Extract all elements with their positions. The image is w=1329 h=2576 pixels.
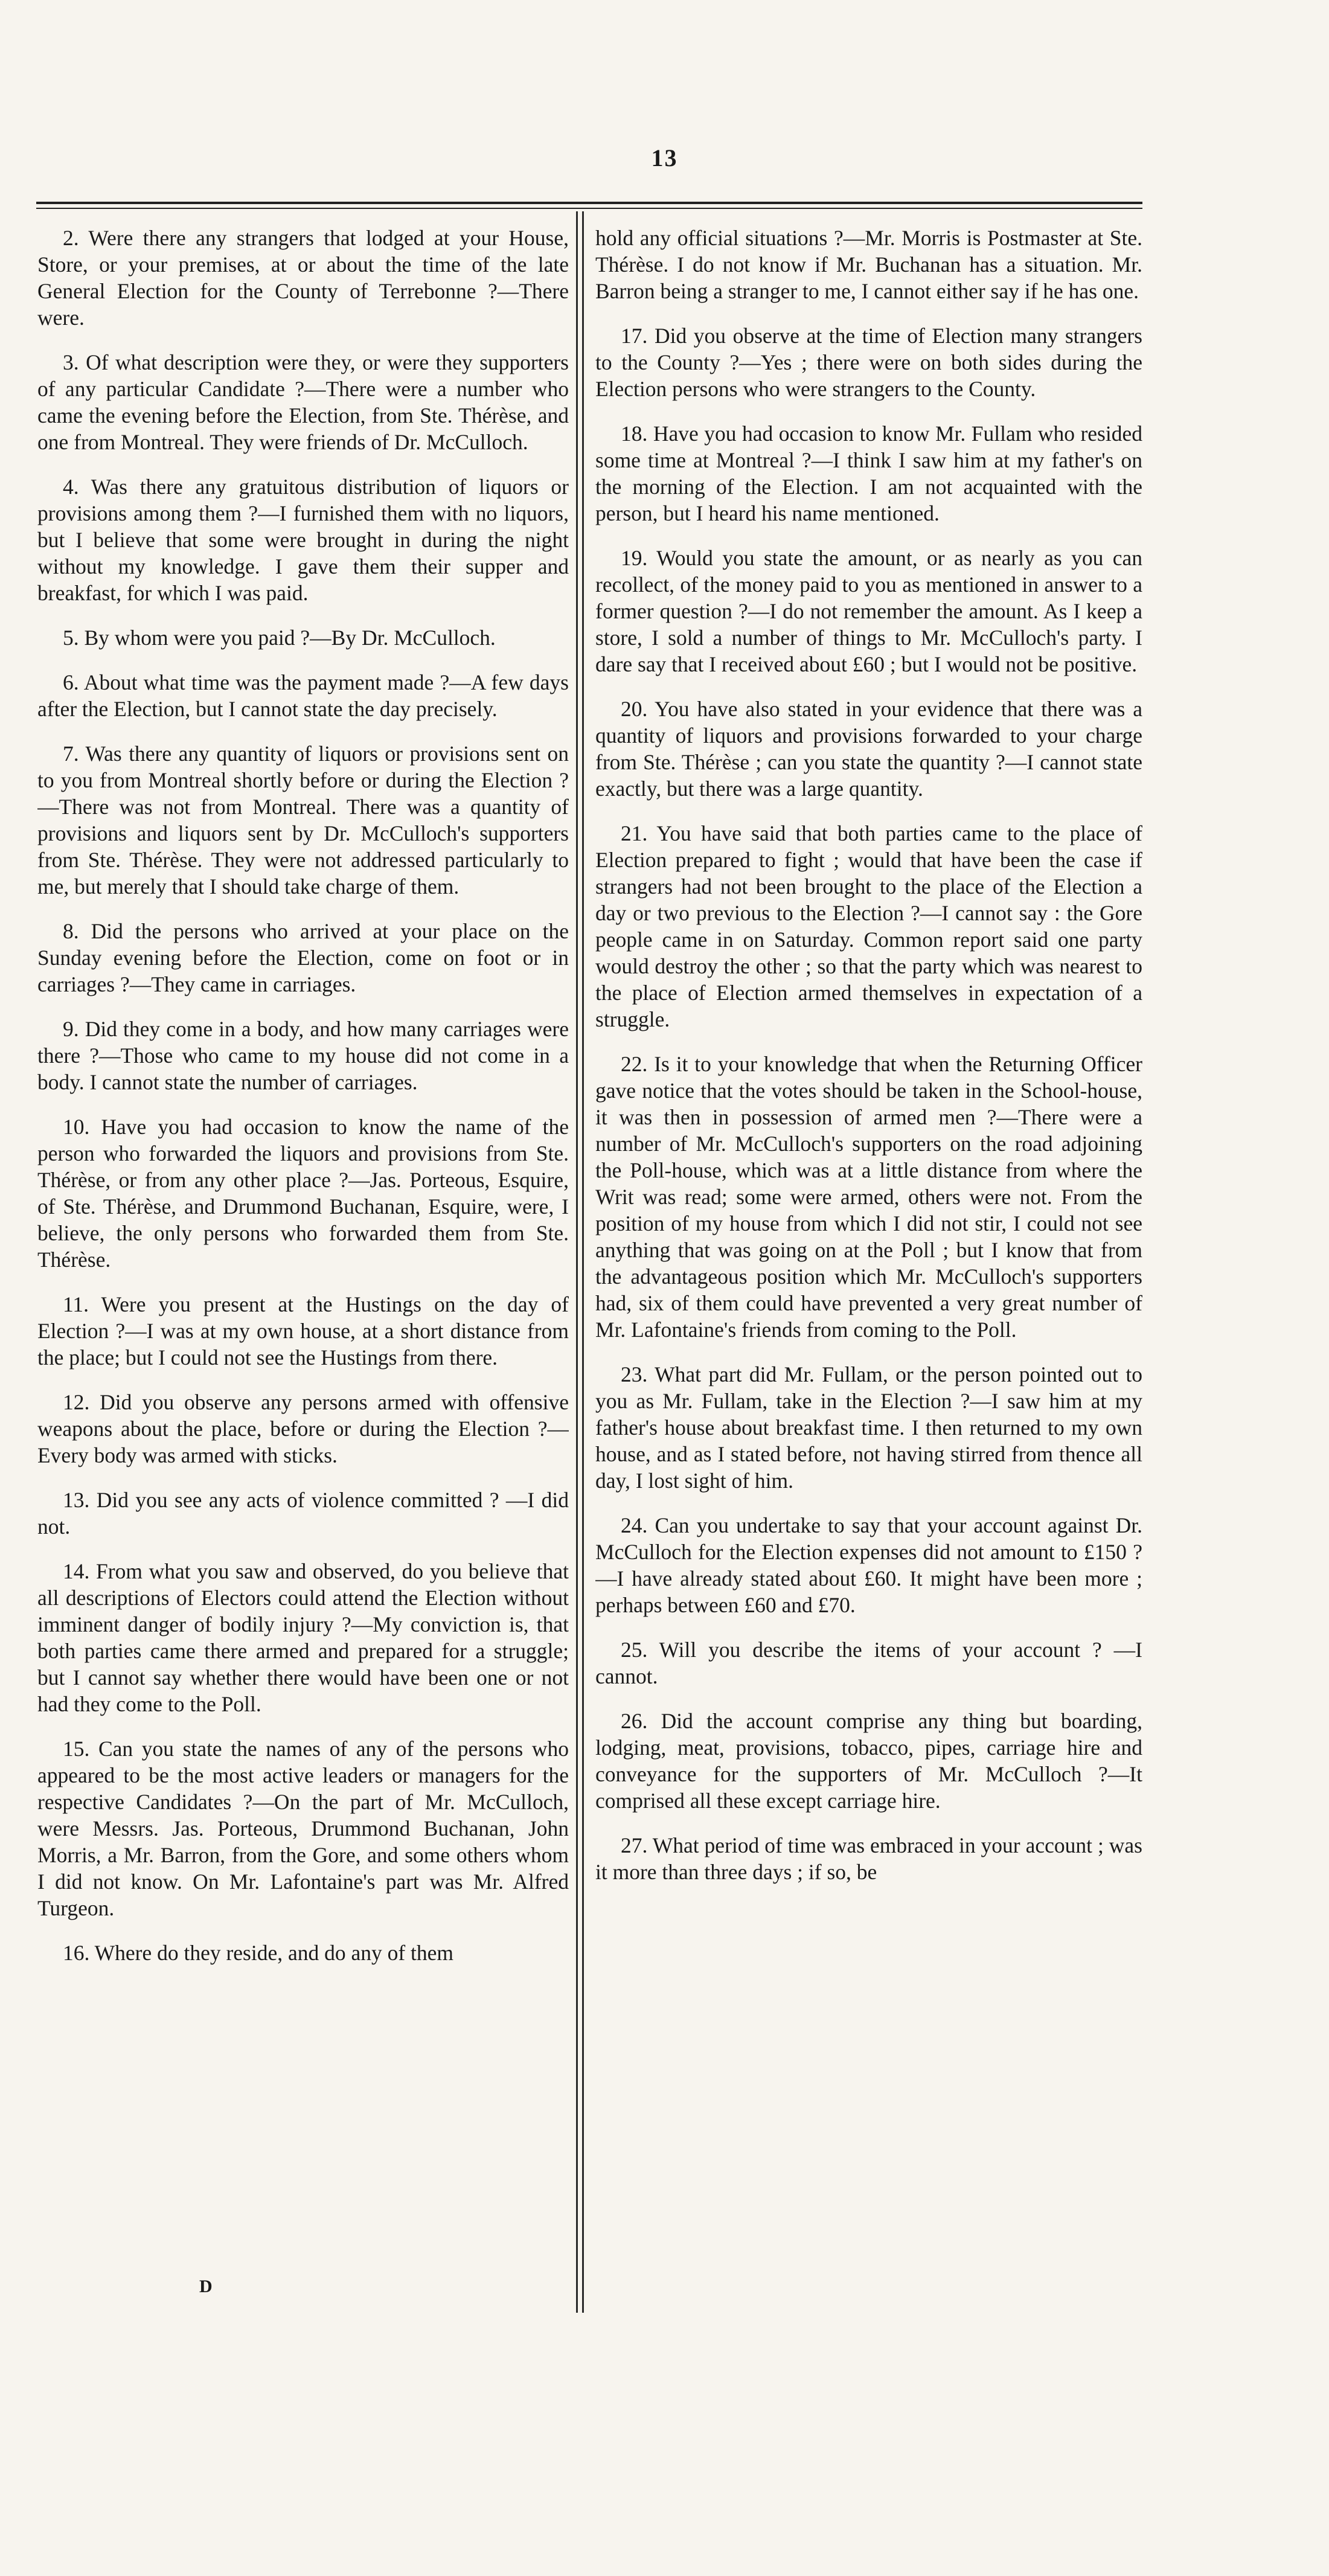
printer-signature-mark: D	[199, 2276, 213, 2296]
question-17: 17. Did you observe at the time of Election many strangers to the County ?—Yes ; there were on both sides during the Election persons who were strangers to the County.	[595, 324, 1142, 401]
question-12: 12. Did you observe any persons armed with offensive weapons about the place, before or during the Election ?—Every body was armed with sticks.	[37, 1390, 569, 1467]
question-20: 20. You have also stated in your evidence that there was a quantity of liquors and provisions forwarded to your charge from Ste. Thérèse ; can you state the quantity ?—I cannot state exactly, but there was a large quantity.	[595, 697, 1142, 801]
question-15: 15. Can you state the names of any of the persons who appeared to be the most active leaders or managers for the respective Candidates ?—On the part of Mr. McCulloch, were Messrs. Jas. Porteous, Drummond Buchanan, John Morris, a Mr. Barron, from the Gore, and some others whom I did not know. On Mr. Lafontaine's part was Mr. Alfred Turgeon.	[37, 1737, 569, 1920]
question-13: 13. Did you see any acts of violence committed ? —I did not.	[37, 1488, 569, 1539]
question-5: 5. By whom were you paid ?—By Dr. McCulloch.	[63, 626, 496, 650]
header-rule-thin	[36, 208, 1142, 209]
question-26: 26. Did the account comprise any thing but boarding, lodging, meat, provisions, tobacco, pipes, carriage hire and conveyance for the supporters of Mr. McCulloch ?—It comprised all these except carriage hire.	[595, 1709, 1142, 1813]
question-19: 19. Would you state the amount, or as nearly as you can recollect, of the money paid to you as mentioned in answer to a former question ?—I do not remember the amount. As I keep a store, I sold a number of things to Mr. McCulloch's party. I dare say that I received about £60 ; but I would not be positive.	[595, 546, 1142, 676]
question-8: 8. Did the persons who arrived at your place on the Sunday evening before the Election, come on foot or in carriages ?—They came in carriages.	[37, 919, 569, 996]
question-14: 14. From what you saw and observed, do you believe that all descriptions of Electors could attend the Election without imminent danger of bodily injury ?—My conviction is, that both parties came there armed and prepared for a struggle; but I cannot say whether there would have been one or not had they come to the Poll.	[37, 1559, 569, 1716]
question-6: 6. About what time was the payment made ?—A few days after the Election, but I cannot state the day precisely.	[37, 670, 569, 721]
question-16-continuation: hold any official situations ?—Mr. Morris is Postmaster at Ste. Thérèse. I do not know if Mr. Buchanan has a situation. Mr. Barron being a stranger to me, I cannot either say if he has one.	[595, 226, 1142, 303]
question-3: 3. Of what description were they, or were they supporters of any particular Candidate ?—There were a number who came the evening before the Election, from Ste. Thérèse, and one from Montreal. They were friends of Dr. McCulloch.	[37, 350, 569, 454]
column-divider	[582, 211, 584, 2313]
question-21: 21. You have said that both parties came to the place of Election prepared to fight ; would that have been the case if strangers had not been brought to the place of the Election a day or two previous to the Election ?—I cannot say : the Gore people came in on Saturday. Common report said one party would destroy the other ; so that the party which was nearest to the place of Election armed themselves in expectation of a struggle.	[595, 821, 1142, 1031]
question-16: 16. Where do they reside, and do any of them	[63, 1941, 454, 1965]
question-7: 7. Was there any quantity of liquors or provisions sent on to you from Montreal shortly before or during the Election ?—There was not from Montreal. There was a quantity of provisions and liquors sent by Dr. McCulloch's supporters from Ste. Thérèse. They were not addressed particularly to me, but merely that I should take charge of them.	[37, 742, 569, 899]
page-number: 13	[651, 144, 678, 171]
question-27: 27. What period of time was embraced in your account ; was it more than three days ; if so, be	[595, 1833, 1142, 1884]
question-4: 4. Was there any gratuitous distribution of liquors or provisions among them ?—I furnished them with no liquors, but I believe that some were brought in during the night without my knowledge. I gave them their supper and breakfast, for which I was paid.	[37, 475, 569, 605]
question-18: 18. Have you had occasion to know Mr. Fullam who resided some time at Montreal ?—I think I saw him at my father's on the morning of the Election. I am not acquainted with the person, but I heard his name mentioned.	[595, 421, 1142, 525]
question-25: 25. Will you describe the items of your account ? —I cannot.	[595, 1638, 1142, 1688]
question-24: 24. Can you undertake to say that your account against Dr. McCulloch for the Election expenses did not amount to £150 ?—I have already stated about £60. It might have been more ; perhaps between £60 and £70.	[595, 1513, 1142, 1617]
question-9: 9. Did they come in a body, and how many carriages were there ?—Those who came to my house did not come in a body. I cannot state the number of carriages.	[37, 1017, 569, 1094]
question-11: 11. Were you present at the Hustings on the day of Election ?—I was at my own house, at a short distance from the place; but I could not see the Hustings from there.	[37, 1292, 569, 1370]
header-rule	[36, 202, 1142, 204]
question-10: 10. Have you had occasion to know the name of the person who forwarded the liquors and provisions from Ste. Thérèse, or from any other place ?—Jas. Porteous, Esquire, of Ste. Thérèse, and Drummond Buchanan, Esquire, were, I believe, the only persons who forwarded them from Ste. Thérèse.	[37, 1115, 569, 1272]
question-2: 2. Were there any strangers that lodged at your House, Store, or your premises, at or about the time of the late General Election for the County of Terrebonne ?—There were.	[37, 226, 569, 330]
right-column	[595, 225, 1142, 2302]
column-divider	[576, 211, 578, 2313]
question-22: 22. Is it to your knowledge that when the Returning Officer gave notice that the votes should be taken in the School-house, it was then in possession of armed men ?—There were a number of Mr. McCulloch's supporters on the road adjoining the Poll-house, which was at a little distance from where the Writ was read; some were armed, others were not. From the position of my house from which I did not stir, I could not see anything that was going on at the Poll ; but I know that from the advantageous position which Mr. McCulloch's supporters had, six of them could have prevented a very great number of Mr. Lafontaine's friends from coming to the Poll.	[595, 1052, 1142, 1342]
left-column	[37, 225, 569, 2302]
question-23: 23. What part did Mr. Fullam, or the person pointed out to you as Mr. Fullam, take in the Election ?—I saw him at my father's house about breakfast time. I then returned to my own house, and as I stated before, not having stirred from thence all day, I lost sight of him.	[595, 1362, 1142, 1493]
